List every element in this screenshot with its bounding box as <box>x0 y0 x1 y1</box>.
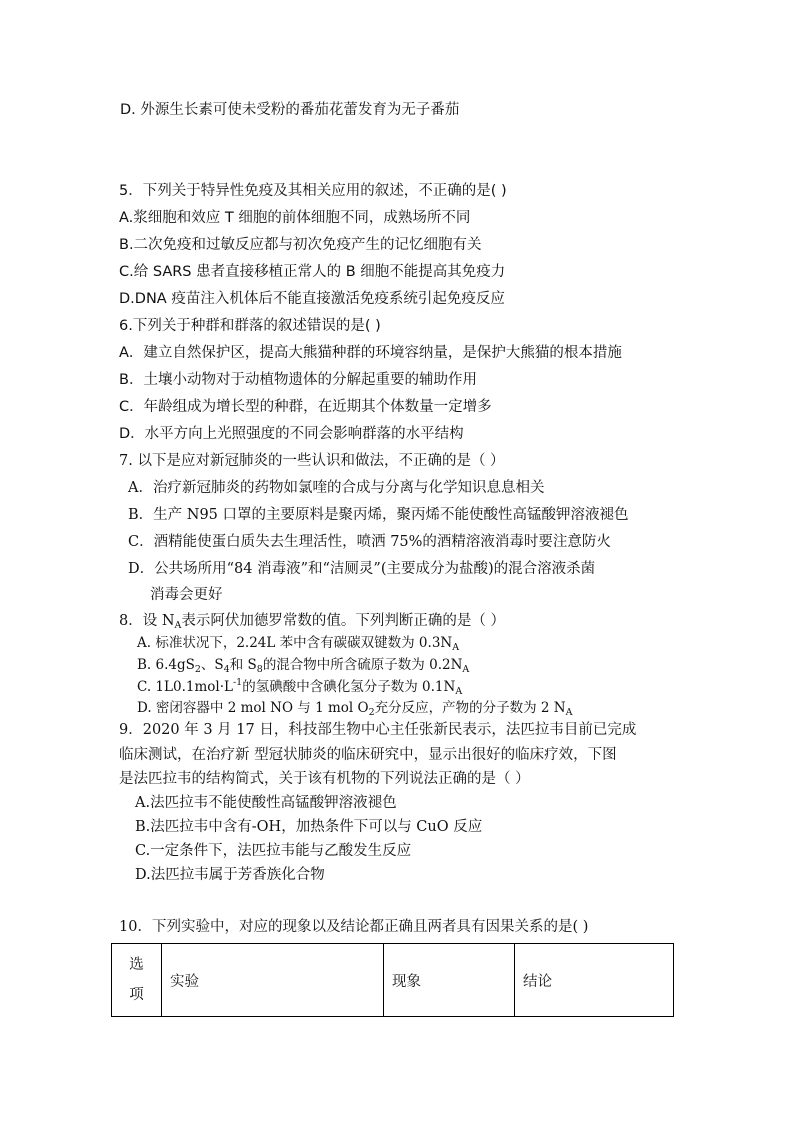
q9-stem-line3: 是法匹拉韦的结构简式，关于该有机物的下列说法正确的是（ ） <box>119 771 530 787</box>
q6-option-b: B．土壤小动物对于动植物遗体的分解起重要的辅助作用 <box>119 372 477 388</box>
q7-option-b: B．生产 N95 口罩的主要原料是聚丙烯，聚丙烯不能使酸性高锰酸钾溶液褪色 <box>128 507 629 523</box>
q5-option-a: A.浆细胞和效应 T 细胞的前体细胞不同，成熟场所不同 <box>119 210 471 226</box>
q8-option-a: A. 标准状况下，2.24L 苯中含有碳碳双键数为 $0.3N_A$ <box>137 635 460 653</box>
prev-option-d: D. 外源生长素可使未受粉的番茄花蕾发育为无子番茄 <box>120 102 460 118</box>
header-option: 选 项 <box>112 944 162 1017</box>
q8-option-c: C. $1L0.1mol\cdot L^{-1}$的氢碘酸中含碘化氢分子数为 $0.1N_A$ <box>137 677 463 697</box>
q9-option-a: A.法匹拉韦不能使酸性高锰酸钾溶液褪色 <box>135 795 397 811</box>
q7-option-d-continued: 消毒会更好 <box>150 587 223 603</box>
q9-stem-line2: 临床测试，在治疗新 型冠状肺炎的临床研究中，显示出很好的临床疗效，下图 <box>119 747 617 763</box>
q8-option-b: B. $6.4gS_2$、$S_4$和 $S_8$的混合物中所含硫原子数为 $0.2N_A$ <box>137 657 470 675</box>
q6-option-d: D．水平方向上光照强度的不同会影响群落的水平结构 <box>119 426 464 442</box>
q7-option-d: D．公共场所用“84 消毒液”和“洁厕灵”(主要成分为盐酸)的混合溶液杀菌 <box>128 561 596 577</box>
q9-stem-line1: 9．2020 年 3 月 17 日，科技部生物中心主任张新民表示，法匹拉韦目前已完成 <box>119 722 637 738</box>
q8-stem: 8．设 $N_A$表示阿伏加德罗常数的值。下列判断正确的是（ ） <box>119 613 506 631</box>
q6-option-a: A．建立自然保护区，提高大熊猫种群的环境容纳量，是保护大熊猫的根本措施 <box>119 345 622 361</box>
q7-stem: 7. 以下是应对新冠肺炎的一些认识和做法，不正确的是（ ） <box>119 453 505 469</box>
q7-option-c: C．酒精能使蛋白质失去生理活性，喷洒 75%的酒精溶液消毒时要注意防火 <box>128 534 611 550</box>
q6-option-c: C．年龄组成为增长型的种群，在近期其个体数量一定增多 <box>119 399 492 415</box>
q10-stem: 10．下列实验中，对应的现象以及结论都正确且两者具有因果关系的是( ) <box>119 919 589 935</box>
q5-option-b: B.二次免疫和过敏反应都与初次免疫产生的记忆细胞有关 <box>119 237 482 253</box>
table-header-row <box>112 944 674 1017</box>
q8-option-d: D. 密闭容器中 2 mol NO 与 1 mol $O_2$充分反应，产物的分子数为 2 $N_A$ <box>137 700 573 718</box>
q5-option-c: C.给 SARS 患者直接移植正常人的 B 细胞不能提高其免疫力 <box>119 264 506 280</box>
header-experiment: 实验 <box>162 944 384 1017</box>
q9-option-c: C.一定条件下，法匹拉韦能与乙酸发生反应 <box>135 843 412 859</box>
q9-option-d: D.法匹拉韦属于芳香族化合物 <box>135 867 325 883</box>
q6-stem: 6.下列关于种群和群落的叙述错误的是( ) <box>119 318 381 334</box>
header-conclusion: 结论 <box>515 944 674 1017</box>
q7-option-a: A．治疗新冠肺炎的药物如氯喹的合成与分离与化学知识息息相关 <box>128 480 545 496</box>
q5-option-d: D.DNA 疫苗注入机体后不能直接激活免疫系统引起免疫反应 <box>119 291 505 307</box>
header-phenomenon: 现象 <box>384 944 515 1017</box>
q5-stem: 5．下列关于特异性免疫及其相关应用的叙述，不正确的是( ) <box>119 183 507 199</box>
experiment-table <box>111 943 674 1017</box>
q9-option-b: B.法匹拉韦中含有-OH，加热条件下可以与 CuO 反应 <box>135 819 483 835</box>
